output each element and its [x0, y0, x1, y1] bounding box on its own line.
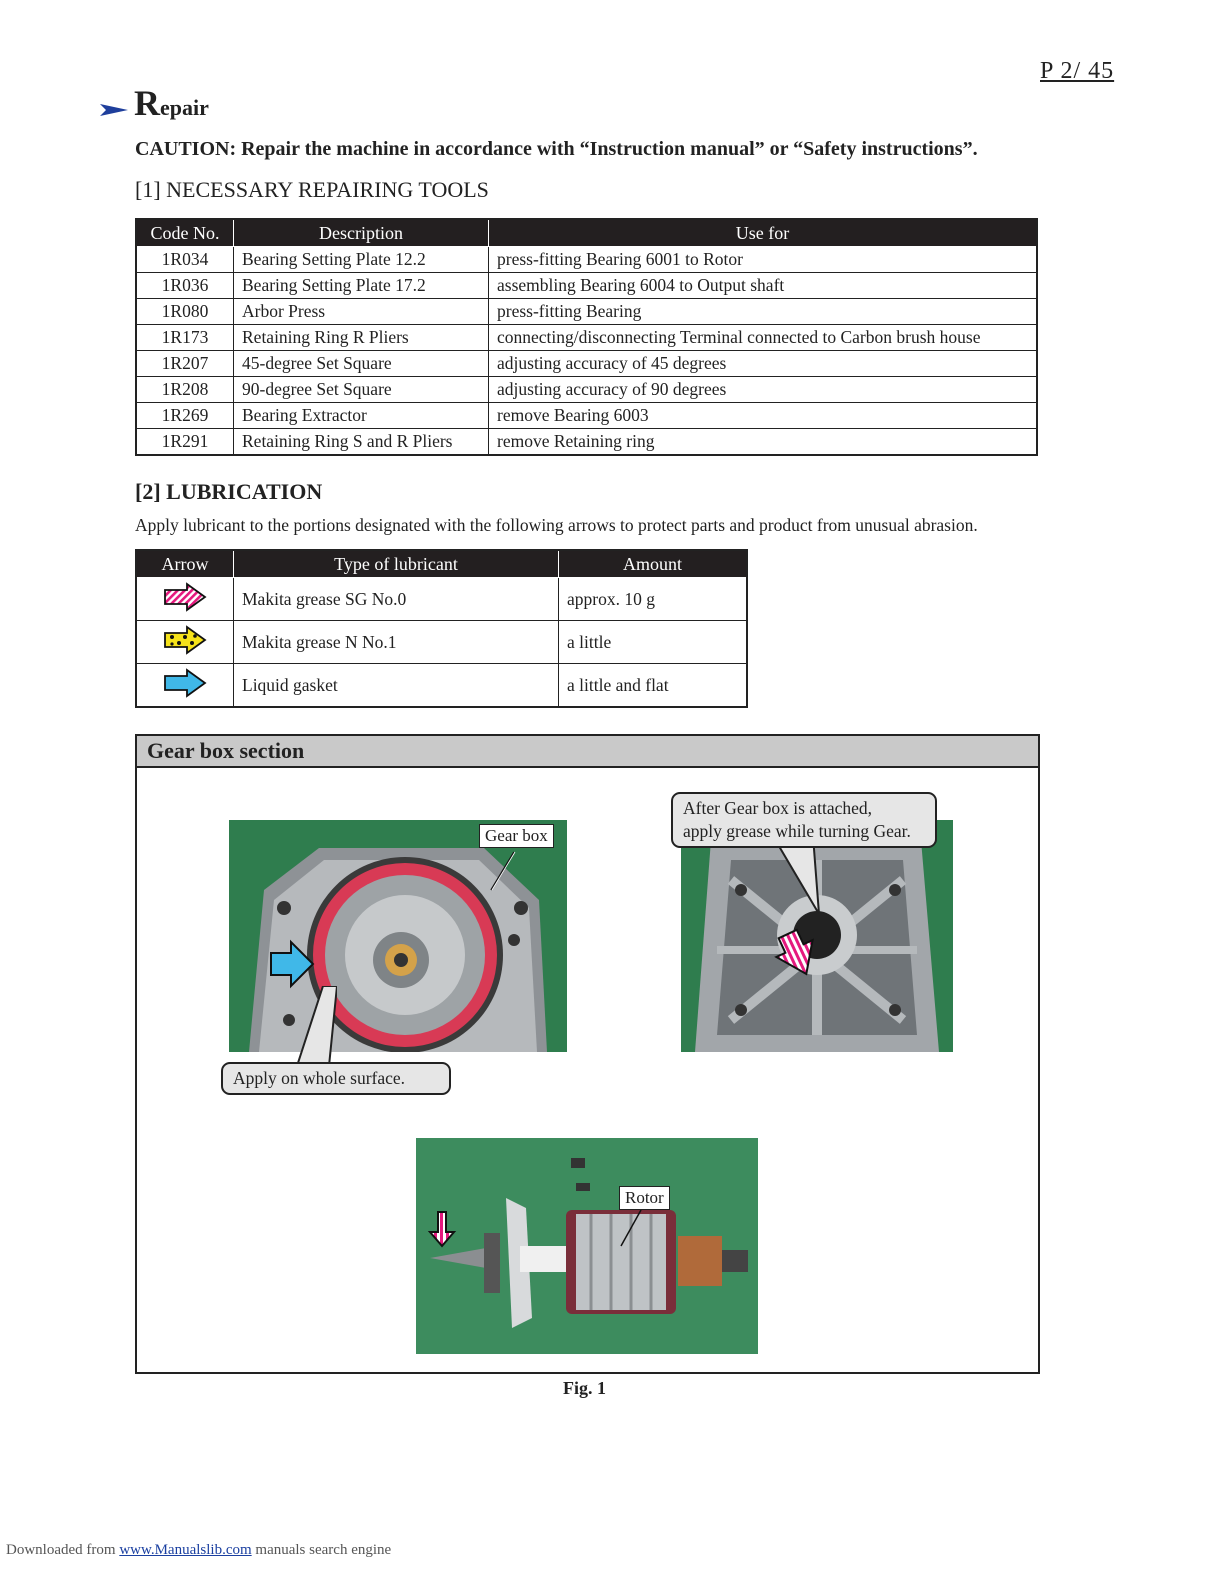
gear-box-photo: [229, 820, 567, 1052]
title-rest: epair: [160, 95, 209, 120]
arrow-cell: [136, 578, 234, 621]
after-gear-box-callout: [671, 792, 937, 848]
title-initial: R: [134, 83, 160, 123]
table-row: [136, 273, 1037, 299]
table-row: [136, 325, 1037, 351]
rotor-photo: [416, 1138, 758, 1354]
apply-whole-surface-callout: Apply on whole surface.: [221, 1062, 451, 1095]
page-title: [134, 82, 209, 124]
amount-cell: approx. 10 g: [559, 578, 748, 621]
rotor-label: Rotor: [619, 1186, 670, 1210]
table-row: [136, 247, 1037, 273]
blue-arrow-icon: [163, 668, 207, 698]
col-arrow: Arrow: [136, 550, 234, 578]
gear-box-heading: Gear box section: [137, 736, 1038, 768]
use-cell: assembling Bearing 6004 to Output shaft: [489, 273, 1038, 299]
col-code: Code No.: [136, 219, 234, 247]
description-cell: 90-degree Set Square: [234, 377, 489, 403]
lubricant-type-cell: Liquid gasket: [234, 664, 559, 708]
section-title: [100, 82, 209, 124]
use-cell: connecting/disconnecting Terminal connected to Carbon brush house: [489, 325, 1038, 351]
use-cell: adjusting accuracy of 45 degrees: [489, 351, 1038, 377]
use-cell: remove Bearing 6003: [489, 403, 1038, 429]
use-cell: remove Retaining ring: [489, 429, 1038, 456]
description-cell: Retaining Ring S and R Pliers: [234, 429, 489, 456]
code-cell: 1R034: [136, 247, 234, 273]
arrow-cell: [136, 664, 234, 708]
code-cell: 1R208: [136, 377, 234, 403]
description-cell: Retaining Ring R Pliers: [234, 325, 489, 351]
col-description: Description: [234, 219, 489, 247]
description-cell: Bearing Extractor: [234, 403, 489, 429]
tools-heading: [1] NECESSARY REPAIRING TOOLS: [135, 177, 489, 202]
callout-line: After Gear box is attached,: [683, 798, 873, 818]
table-row: [136, 351, 1037, 377]
use-cell: adjusting accuracy of 90 degrees: [489, 377, 1038, 403]
table-row: [136, 299, 1037, 325]
callout-line: apply grease while turning Gear.: [683, 821, 911, 841]
lubricant-type-cell: Makita grease SG No.0: [234, 578, 559, 621]
lubrication-table: [135, 549, 748, 708]
footer: [6, 1542, 391, 1559]
title-arrow-icon: [100, 102, 128, 118]
description-cell: 45-degree Set Square: [234, 351, 489, 377]
table-row: [136, 621, 747, 664]
amount-cell: a little and flat: [559, 664, 748, 708]
code-cell: 1R173: [136, 325, 234, 351]
use-cell: press-fitting Bearing: [489, 299, 1038, 325]
amount-cell: a little: [559, 621, 748, 664]
lubrication-description: Apply lubricant to the portions designated with the following arrows to protect parts and product from unusual abrasion.: [135, 515, 978, 535]
bubble-pointer-icon: [769, 836, 829, 916]
lubrication-heading: [2] LUBRICATION: [135, 479, 323, 504]
bubble-pointer-icon: [287, 986, 337, 1066]
manualslib-link[interactable]: www.Manualslib.com: [119, 1542, 252, 1558]
code-cell: 1R080: [136, 299, 234, 325]
code-cell: 1R269: [136, 403, 234, 429]
code-cell: 1R207: [136, 351, 234, 377]
description-cell: Bearing Setting Plate 17.2: [234, 273, 489, 299]
col-type: Type of lubricant: [234, 550, 559, 578]
code-cell: 1R036: [136, 273, 234, 299]
table-row: [136, 403, 1037, 429]
pink-striped-arrow-icon: [163, 582, 207, 612]
lubricant-type-cell: Makita grease N No.1: [234, 621, 559, 664]
use-cell: press-fitting Bearing 6001 to Rotor: [489, 247, 1038, 273]
table-row: [136, 664, 747, 708]
gear-box-section: [135, 734, 1040, 1374]
table-row: [136, 429, 1037, 456]
table-row: [136, 377, 1037, 403]
col-amount: Amount: [559, 550, 748, 578]
tools-table: [135, 218, 1038, 456]
col-use: Use for: [489, 219, 1038, 247]
code-cell: 1R291: [136, 429, 234, 456]
yellow-dotted-arrow-icon: [163, 625, 207, 655]
footer-prefix: Downloaded from: [6, 1542, 120, 1558]
table-row: [136, 578, 747, 621]
description-cell: Arbor Press: [234, 299, 489, 325]
description-cell: Bearing Setting Plate 12.2: [234, 247, 489, 273]
caution-text: CAUTION: Repair the machine in accordance with “Instruction manual” or “Safety instructions”.: [135, 138, 978, 160]
footer-suffix: manuals search engine: [251, 1542, 392, 1558]
arrow-cell: [136, 621, 234, 664]
figure-caption: Fig. 1: [563, 1378, 606, 1398]
page-number: P 2/ 45: [1040, 58, 1115, 84]
gear-box-label: Gear box: [479, 824, 554, 848]
